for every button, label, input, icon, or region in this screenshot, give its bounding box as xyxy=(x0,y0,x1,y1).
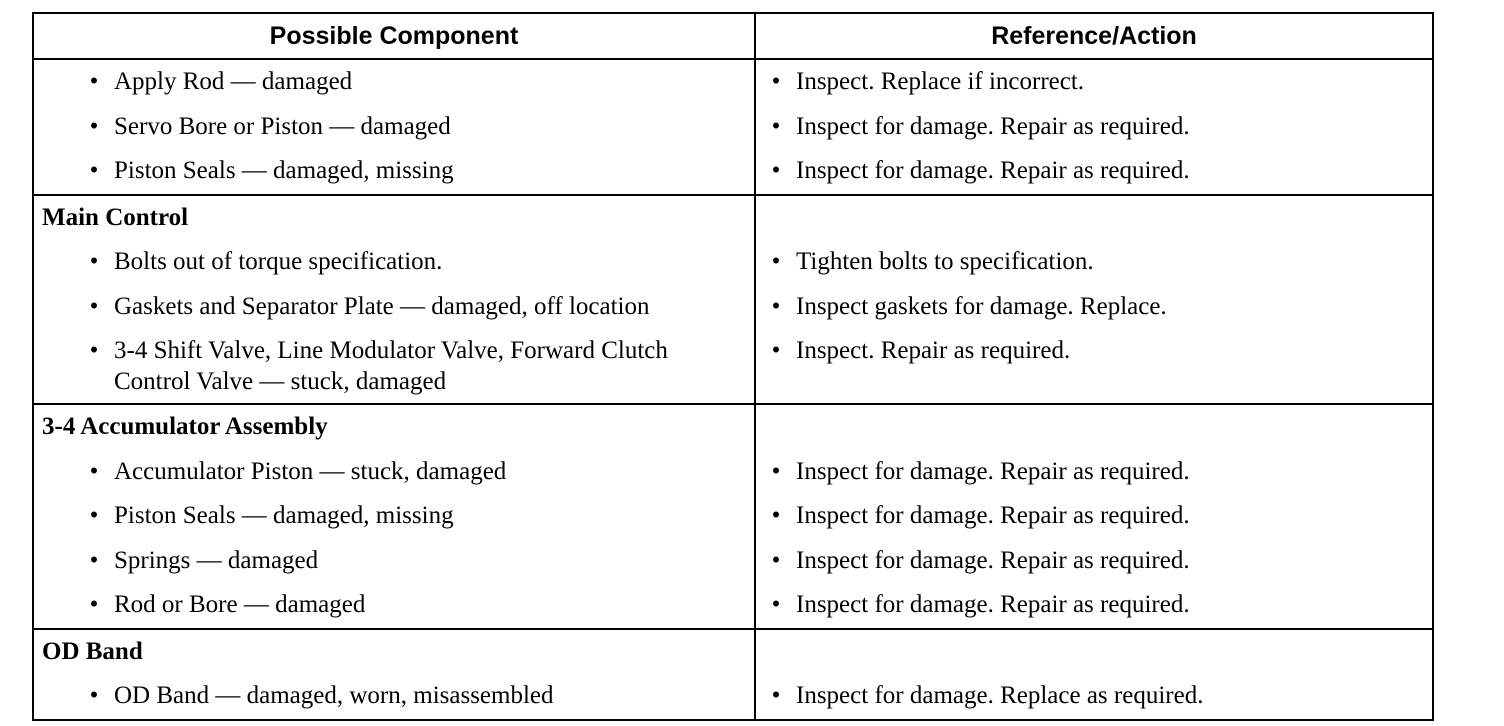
action-cell xyxy=(755,539,1433,584)
action-text: Inspect for damage. Repair as required. xyxy=(796,157,1190,184)
table-row xyxy=(33,674,1433,720)
bullet-icon: • xyxy=(89,337,99,364)
action-text: Tighten bolts to specification. xyxy=(796,248,1094,275)
table-row xyxy=(33,149,1433,195)
component-item xyxy=(34,494,754,539)
component-item xyxy=(34,240,754,285)
section-heading-empty-cell xyxy=(755,629,1433,675)
table-row xyxy=(33,329,1433,404)
component-cell xyxy=(33,674,755,720)
bullet-icon: • xyxy=(771,591,781,618)
section-heading-row xyxy=(33,629,1433,675)
bullet-icon: • xyxy=(771,682,781,709)
bullet-icon: • xyxy=(89,682,99,709)
section-heading-row xyxy=(33,195,1433,241)
table-row xyxy=(33,583,1433,629)
component-cell xyxy=(33,583,755,629)
component-cell xyxy=(33,240,755,285)
section-heading-cell xyxy=(33,404,755,450)
action-text: Inspect for damage. Replace as required. xyxy=(796,682,1204,709)
component-text: Gaskets and Separator Plate — damaged, off location xyxy=(114,292,650,320)
bullet-icon: • xyxy=(771,157,781,184)
action-item xyxy=(756,539,1432,584)
action-item xyxy=(756,583,1432,628)
bullet-icon: • xyxy=(89,546,99,574)
action-item xyxy=(756,450,1432,495)
header-row xyxy=(33,13,1433,59)
component-item xyxy=(34,149,754,194)
action-cell xyxy=(755,329,1433,404)
component-cell xyxy=(33,105,755,150)
action-item xyxy=(756,60,1432,105)
component-item xyxy=(34,539,754,584)
component-item xyxy=(34,105,754,150)
section-heading: 3-4 Accumulator Assembly xyxy=(42,413,328,440)
bullet-icon: • xyxy=(89,112,99,140)
action-cell xyxy=(755,674,1433,720)
section-heading-row xyxy=(33,404,1433,450)
action-cell xyxy=(755,450,1433,495)
action-text: Inspect for damage. Repair as required. xyxy=(796,457,1190,485)
component-cell xyxy=(33,494,755,539)
component-cell xyxy=(33,450,755,495)
action-cell xyxy=(755,149,1433,195)
component-text: Rod or Bore — damaged xyxy=(114,591,366,618)
bullet-icon: • xyxy=(771,112,781,140)
table-row xyxy=(33,240,1433,285)
component-text: Springs — damaged xyxy=(114,546,319,574)
bullet-icon: • xyxy=(89,591,99,618)
component-cell xyxy=(33,285,755,330)
action-item xyxy=(756,494,1432,539)
action-item xyxy=(756,105,1432,150)
table-row xyxy=(33,285,1433,330)
bullet-icon: • xyxy=(771,292,781,320)
component-item xyxy=(34,450,754,495)
component-text: Apply Rod — damaged xyxy=(114,68,353,95)
column-header-action: Reference/Action xyxy=(755,13,1433,59)
section-heading: Main Control xyxy=(42,203,189,231)
section-heading-cell xyxy=(33,629,755,675)
section-heading-cell xyxy=(33,195,755,241)
bullet-icon: • xyxy=(771,337,781,364)
action-item xyxy=(756,149,1432,194)
component-text: OD Band — damaged, worn, misassembled xyxy=(114,682,554,709)
action-text: Inspect for damage. Repair as required. xyxy=(796,546,1190,574)
action-item xyxy=(756,329,1432,373)
bullet-icon: • xyxy=(771,248,781,275)
component-cell xyxy=(33,59,755,105)
bullet-icon: • xyxy=(89,502,99,529)
section-heading-empty-cell xyxy=(755,195,1433,241)
component-cell xyxy=(33,539,755,584)
section-heading: OD Band xyxy=(42,637,143,665)
component-cell xyxy=(33,329,755,404)
bullet-icon: • xyxy=(771,502,781,529)
bullet-icon: • xyxy=(771,457,781,485)
action-cell xyxy=(755,285,1433,330)
component-item xyxy=(34,329,754,403)
action-cell xyxy=(755,240,1433,285)
bullet-icon: • xyxy=(89,248,99,275)
component-text: Piston Seals — damaged, missing xyxy=(114,157,454,184)
component-text: Bolts out of torque specification. xyxy=(114,248,443,275)
component-item xyxy=(34,285,754,330)
component-item xyxy=(34,674,754,719)
component-cell xyxy=(33,149,755,195)
table-body xyxy=(33,59,1433,720)
component-item xyxy=(34,583,754,628)
action-cell xyxy=(755,59,1433,105)
action-item xyxy=(756,240,1432,285)
component-text: Servo Bore or Piston — damaged xyxy=(114,112,451,140)
action-text: Inspect for damage. Repair as required. xyxy=(796,112,1190,140)
component-text: Piston Seals — damaged, missing xyxy=(114,502,454,529)
action-item xyxy=(756,285,1432,330)
action-text: Inspect gaskets for damage. Replace. xyxy=(796,292,1167,320)
action-text: Inspect for damage. Repair as required. xyxy=(796,502,1190,529)
action-text: Inspect. Repair as required. xyxy=(796,337,1071,364)
component-item xyxy=(34,60,754,105)
bullet-icon: • xyxy=(89,292,99,320)
column-header-component: Possible Component xyxy=(33,13,755,59)
bullet-icon: • xyxy=(89,457,99,485)
section-heading-empty-cell xyxy=(755,404,1433,450)
action-text: Inspect for damage. Repair as required. xyxy=(796,591,1190,618)
bullet-icon: • xyxy=(89,157,99,184)
table-row xyxy=(33,450,1433,495)
bullet-icon: • xyxy=(771,68,781,95)
diagnostic-table xyxy=(32,12,1434,721)
table-row xyxy=(33,494,1433,539)
bullet-icon: • xyxy=(89,68,99,95)
action-item xyxy=(756,674,1432,719)
action-cell xyxy=(755,105,1433,150)
action-cell xyxy=(755,494,1433,539)
action-cell xyxy=(755,583,1433,629)
action-text: Inspect. Replace if incorrect. xyxy=(796,68,1085,95)
table-row xyxy=(33,539,1433,584)
component-text: 3-4 Shift Valve, Line Modulator Valve, Forward Clutch Control Valve — stuck, damaged xyxy=(114,337,668,395)
table-row xyxy=(33,59,1433,105)
bullet-icon: • xyxy=(771,546,781,574)
component-text: Accumulator Piston — stuck, damaged xyxy=(114,457,507,485)
table-row xyxy=(33,105,1433,150)
